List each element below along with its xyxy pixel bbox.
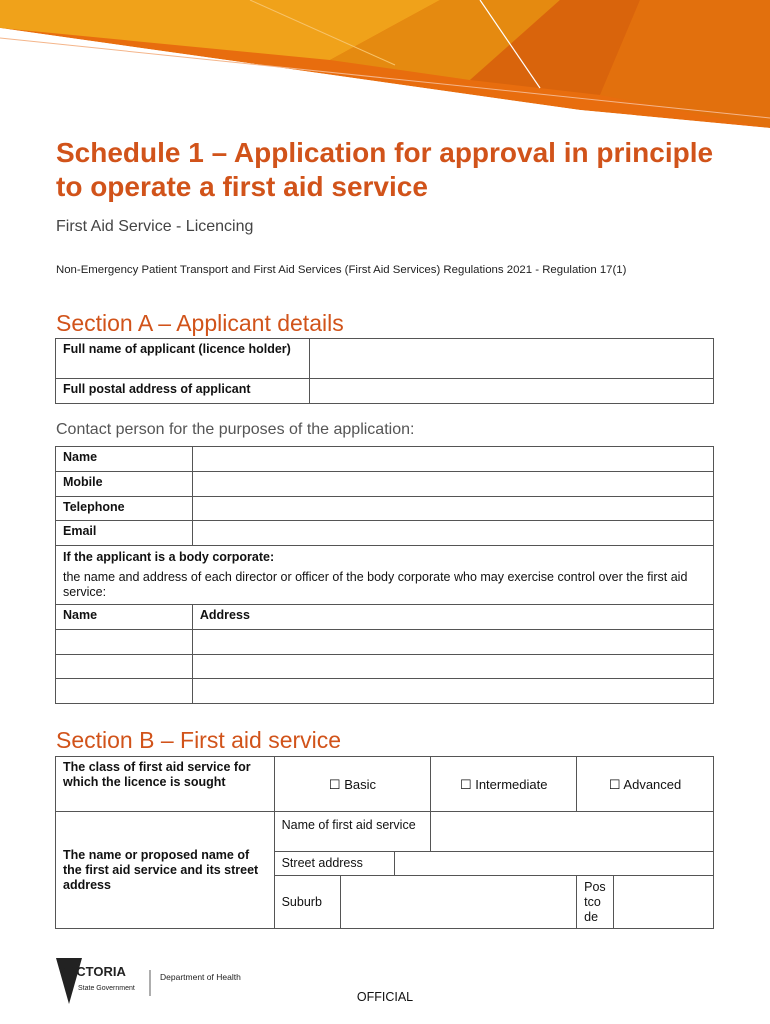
body-corporate-cell (56, 546, 714, 605)
table-row (56, 379, 714, 404)
first-aid-service-table (55, 756, 714, 929)
table-row (56, 472, 714, 497)
director-address-field[interactable] (192, 679, 713, 704)
logo-wordmark: VICTORIA (64, 964, 126, 979)
service-name-field[interactable] (431, 812, 714, 852)
postcode-label: Postcode (577, 876, 614, 929)
applicant-details-table (55, 338, 714, 404)
contact-telephone-field[interactable] (192, 497, 713, 521)
table-row (56, 447, 714, 472)
table-row (56, 546, 714, 605)
applicant-address-label: Full postal address of applicant (56, 379, 310, 404)
contact-mobile-label: Mobile (56, 472, 193, 497)
applicant-address-field[interactable] (309, 379, 713, 404)
table-row (56, 757, 714, 812)
table-row (56, 655, 714, 679)
body-corporate-text: the name and address of each director or officer of the body corporate who may exercise control over the first aid service: (63, 570, 688, 599)
director-name-field[interactable] (56, 679, 193, 704)
page-title: Schedule 1 – Application for approval in principle to operate a first aid service (56, 137, 714, 202)
section-b-heading: Section B – First aid service (56, 727, 342, 753)
contact-name-field[interactable] (192, 447, 713, 472)
director-name-field[interactable] (56, 630, 193, 655)
applicant-name-label: Full name of applicant (licence holder) (56, 339, 310, 379)
directors-address-header: Address (192, 605, 713, 630)
postcode-field[interactable] (614, 876, 714, 929)
suburb-field[interactable] (340, 876, 577, 929)
class-label: The class of first aid service for which the licence is sought (56, 757, 275, 812)
table-row (56, 679, 714, 704)
contact-person-heading: Contact person for the purposes of the application: (56, 421, 415, 438)
director-address-field[interactable] (192, 655, 713, 679)
contact-email-field[interactable] (192, 521, 713, 546)
basic-checkbox[interactable]: ☐ Basic (274, 757, 431, 812)
contact-name-label: Name (56, 447, 193, 472)
suburb-label: Suburb (274, 876, 340, 929)
regulation-reference: Non-Emergency Patient Transport and First Aid Services (First Aid Services) Regulations 2021 - Regulation 17(1) (56, 264, 627, 276)
contact-person-table (55, 446, 714, 704)
director-address-field[interactable] (192, 630, 713, 655)
body-corporate-label: If the applicant is a body corporate: (63, 550, 275, 564)
street-address-field[interactable] (395, 852, 714, 876)
section-a-heading: Section A – Applicant details (56, 310, 344, 336)
contact-telephone-label: Telephone (56, 497, 193, 521)
table-row (56, 630, 714, 655)
director-name-field[interactable] (56, 655, 193, 679)
directors-name-header: Name (56, 605, 193, 630)
name-address-label: The name or proposed name of the first aid service and its street address (56, 812, 275, 929)
table-row (56, 339, 714, 379)
table-row (56, 605, 714, 630)
advanced-checkbox[interactable]: ☐ Advanced (577, 757, 714, 812)
logo-sub: State Government (78, 985, 135, 992)
contact-email-label: Email (56, 521, 193, 546)
applicant-name-field[interactable] (309, 339, 713, 379)
street-address-label: Street address (274, 852, 395, 876)
department-name: Department of Health (160, 972, 241, 982)
service-name-label: Name of first aid service (274, 812, 431, 852)
contact-mobile-field[interactable] (192, 472, 713, 497)
table-row (56, 521, 714, 546)
table-row (56, 812, 714, 852)
table-row (56, 497, 714, 521)
intermediate-checkbox[interactable]: ☐ Intermediate (431, 757, 577, 812)
page-subtitle: First Aid Service - Licencing (56, 218, 254, 235)
official-marking: OFFICIAL (356, 990, 414, 1004)
header-banner (0, 0, 770, 135)
